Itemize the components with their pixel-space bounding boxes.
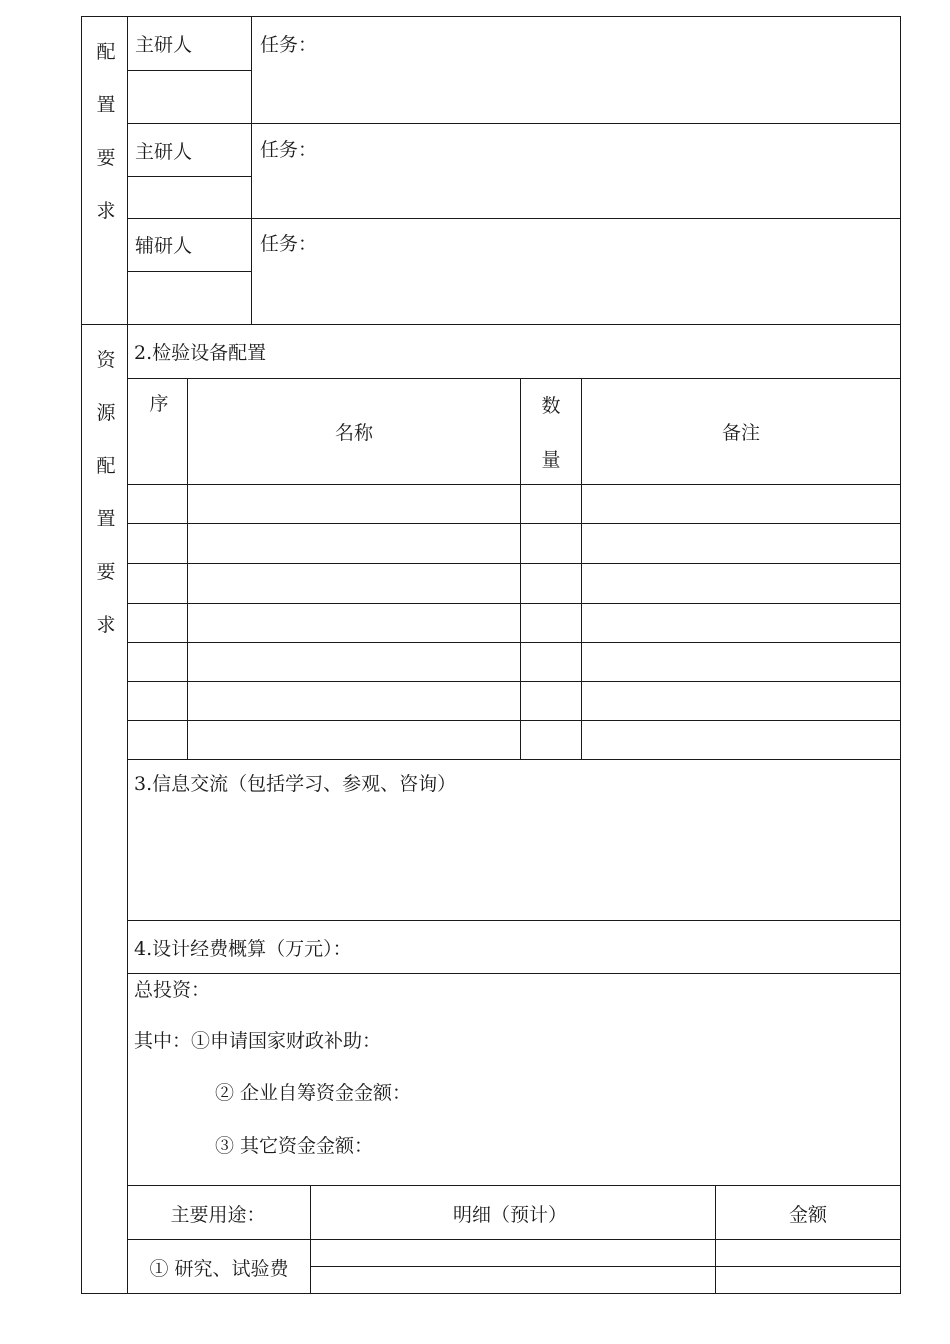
- role-label: 辅研人: [135, 235, 193, 257]
- budget-item-2: ② 企业自筹资金金额：: [215, 1082, 412, 1104]
- table-border-bottom: [81, 1293, 901, 1294]
- budget-item-1: 其中：①申请国家财政补助：: [134, 1030, 382, 1052]
- budget-heading-bottom: [127, 973, 901, 974]
- side-label-char: 源: [96, 402, 116, 424]
- equip-col-divider-2: [520, 378, 521, 759]
- role-label: 主研人: [135, 34, 193, 56]
- equip-col-seq: 序: [149, 393, 169, 415]
- equip-row-divider: [127, 720, 901, 721]
- role-column-divider: [251, 16, 252, 324]
- equip-col-divider-1: [187, 378, 188, 759]
- usage-detail-sub-divider: [310, 1266, 901, 1267]
- section-divider: [81, 324, 901, 325]
- usage-header-divider: [127, 1239, 901, 1240]
- personnel-row-divider-2: [127, 218, 901, 219]
- role-sub-divider-2: [127, 176, 251, 177]
- side-label-char: 求: [96, 200, 116, 222]
- info-exchange-bottom: [127, 920, 901, 921]
- side-label-char: 配: [96, 455, 116, 477]
- side-label-char: 要: [96, 561, 116, 583]
- role-label: 主研人: [135, 141, 193, 163]
- side-column-divider: [127, 16, 128, 1294]
- equip-col-name: 名称: [334, 422, 374, 444]
- side-label-char: 资: [96, 349, 116, 371]
- table-border-left: [81, 16, 82, 1294]
- info-exchange-heading: 3.信息交流（包括学习、参观、咨询）: [134, 773, 457, 795]
- side-label-char: 配: [96, 41, 116, 63]
- equip-row-divider: [127, 681, 901, 682]
- equipment-heading: 2.检验设备配置: [134, 342, 267, 364]
- equip-col-qty: 数: [541, 395, 561, 417]
- side-label-char: 置: [96, 508, 116, 530]
- task-label: 任务：: [260, 34, 318, 56]
- side-label-char: 要: [96, 147, 116, 169]
- role-sub-divider-1: [127, 70, 251, 71]
- usage-col-use: 主要用途：: [170, 1204, 266, 1226]
- equip-col-divider-3: [581, 378, 582, 759]
- role-sub-divider-3: [127, 271, 251, 272]
- side-label-char: 置: [96, 94, 116, 116]
- equip-row-divider: [127, 642, 901, 643]
- task-label: 任务：: [260, 139, 318, 161]
- equip-header-divider: [127, 484, 901, 485]
- equip-row-divider: [127, 563, 901, 564]
- usage-col-detail: 明细（预计）: [452, 1204, 568, 1226]
- side-label-char: 求: [96, 614, 116, 636]
- equip-row-divider: [127, 603, 901, 604]
- equip-col-note: 备注: [721, 422, 761, 444]
- budget-total: 总投资：: [134, 979, 211, 1001]
- equipment-heading-divider: [127, 378, 901, 379]
- table-border-right: [900, 16, 901, 1294]
- table-border-top: [81, 16, 901, 17]
- equip-row-divider: [127, 523, 901, 524]
- personnel-row-divider-1: [127, 123, 901, 124]
- budget-details-bottom: [127, 1185, 901, 1186]
- usage-row-label: ① 研究、试验费: [149, 1258, 289, 1280]
- budget-item-3: ③ 其它资金金额：: [215, 1135, 374, 1157]
- budget-heading: 4.设计经费概算（万元）：: [134, 938, 352, 960]
- usage-col-amount: 金额: [788, 1204, 828, 1226]
- task-label: 任务：: [260, 233, 318, 255]
- equip-col-qty: 量: [541, 449, 561, 471]
- equip-table-bottom: [127, 759, 901, 760]
